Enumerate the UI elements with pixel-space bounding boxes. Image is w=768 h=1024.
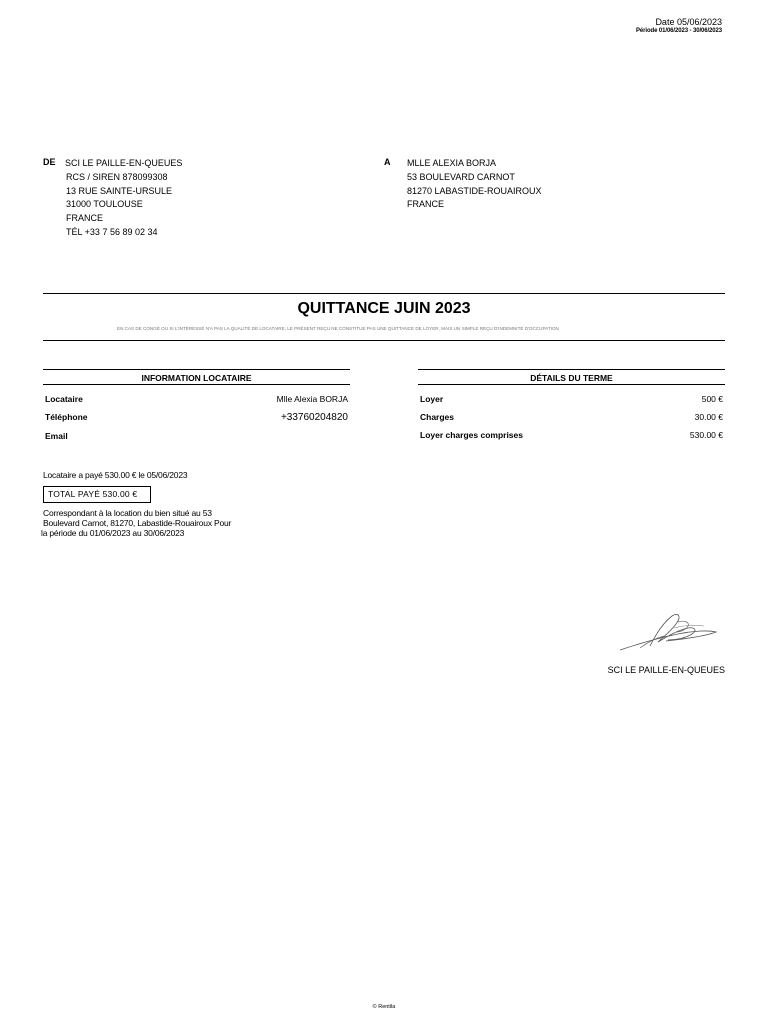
signatory-name: SCI LE PAILLE-EN-QUEUES (607, 665, 725, 675)
recipient-country: FRANCE (407, 199, 445, 210)
correspondence-line: la période du 01/06/2023 au 30/06/2023 (41, 528, 185, 539)
document-date: Date 05/06/2023 (655, 17, 722, 27)
phone-row-label: Téléphone (45, 412, 88, 422)
phone-row-value: +33760204820 (280, 412, 348, 423)
correspondence-line: Correspondant à la location du bien situé au 53 (43, 508, 212, 518)
total-paid-box: TOTAL PAYÉ 530.00 € (43, 486, 151, 503)
tenant-info-heading: INFORMATION LOCATAIRE (43, 369, 350, 385)
sender-label: DE (43, 157, 56, 167)
sender-siren: RCS / SIREN 878099308 (66, 171, 168, 182)
charges-row-label: Charges (420, 412, 455, 422)
footer-credit: © Rentila (372, 1004, 396, 1010)
recipient-address (407, 157, 542, 212)
title-bottom-divider (43, 340, 725, 341)
sender-street: 13 RUE SAINTE-URSULE (66, 185, 173, 196)
recipient-street: 53 BOULEVARD CARNOT (407, 171, 515, 182)
legal-notice: EN CAS DE CONGÉ OU SI L'INTÉRESSÉ N'A PAS LA QUALITÉ DE LOCATAIRE, LE PRÉSENT REÇU NE CONSTITUE PAS UNE QUITTANCE DE LOYER, MAIS UN SIMPLE REÇU D'INDEMNITÉ D'OCCUPATION (117, 326, 559, 331)
document-period: Période 01/06/2023 - 30/06/2023 (636, 28, 722, 34)
sender-phone: TÉL +33 7 56 89 02 34 (66, 226, 158, 237)
total-rent-row-value: 530.00 € (689, 430, 723, 440)
correspondence-text (43, 508, 283, 539)
email-row-label: Email (45, 431, 68, 441)
recipient-city: 81270 LABASTIDE-ROUAIROUX (407, 185, 542, 196)
sender-city: 31000 TOULOUSE (66, 199, 143, 210)
tenant-info-section (43, 369, 350, 449)
signature-image (618, 608, 718, 656)
total-rent-row-label: Loyer charges comprises (420, 430, 523, 440)
payment-statement: Locataire a payé 530.00 € le 05/06/2023 (43, 470, 188, 480)
title-top-divider (43, 293, 725, 294)
rent-row-value: 500 € (701, 394, 723, 404)
tenant-row-label: Locataire (45, 394, 83, 404)
sender-name: SCI LE PAILLE-EN-QUEUES (65, 158, 183, 168)
recipient-name: MLLE ALEXIA BORJA (407, 158, 497, 168)
sender-address (66, 157, 182, 240)
recipient-label: A (384, 157, 391, 167)
page-title: QUITTANCE JUIN 2023 (297, 300, 471, 317)
correspondence-line: Boulevard Carnot, 81270, Labastide-Rouairoux Pour (43, 518, 232, 529)
term-details-heading: DÉTAILS DU TERME (418, 369, 725, 385)
sender-country: FRANCE (66, 213, 104, 224)
charges-row-value: 30.00 € (694, 412, 723, 422)
rent-row-label: Loyer (420, 394, 444, 404)
tenant-row-value: Mlle Alexia BORJA (276, 394, 348, 404)
term-details-section (418, 369, 725, 449)
